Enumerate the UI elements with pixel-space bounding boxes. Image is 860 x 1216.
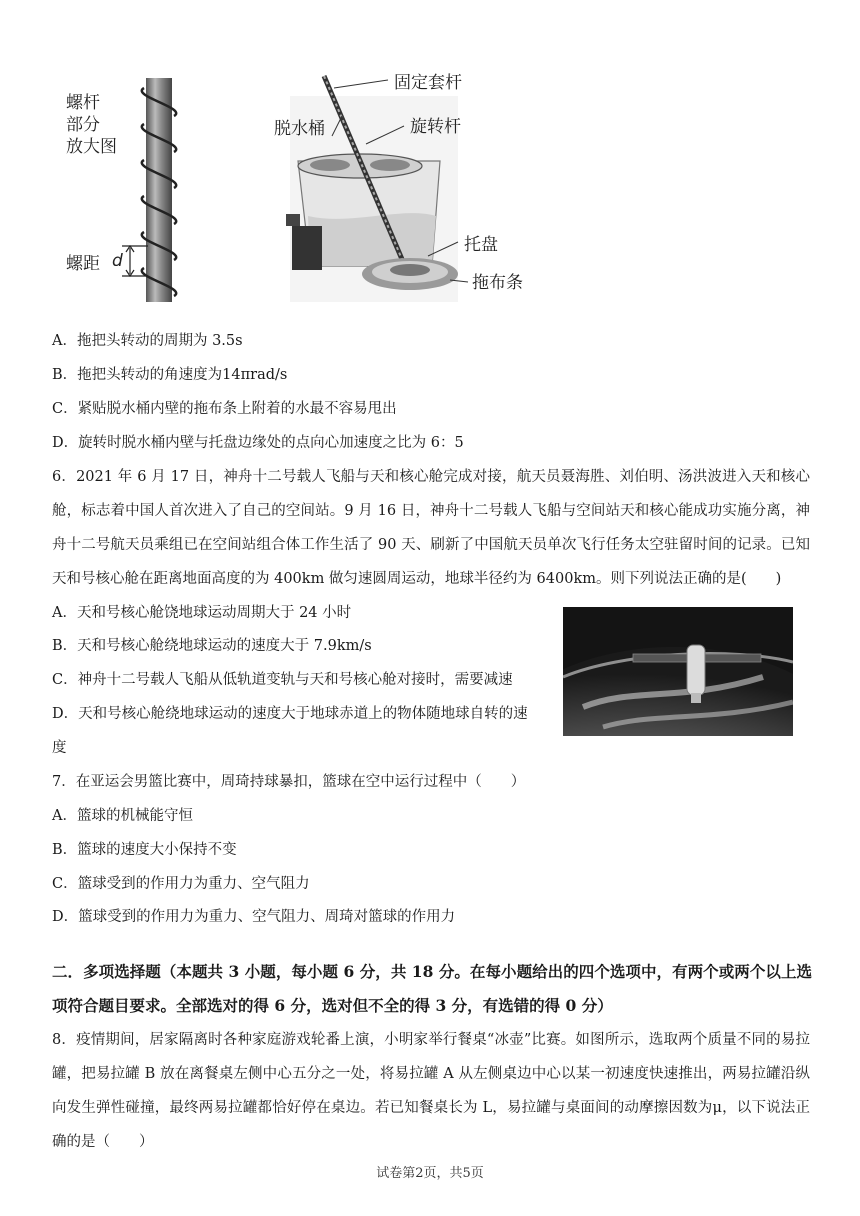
- q8-stem: 8．疫情期间，居家隔离时各种家庭游戏轮番上演，小明家举行餐桌“冰壶”比赛。如图所示，选取两个质量不同的易拉罐，把易拉罐 B 放在离餐桌左侧中心五分之一处，将易拉罐 A 从左侧桌边中心以某一初速度快速推出，两易拉罐沿纵向发生弹性碰撞，最终两易拉罐都恰好停在桌边。若已知餐桌长为 L，易拉罐与桌面间的动摩擦因数为μ，以下说法正确的是（ ）: [52, 1032, 810, 1150]
- space-station-photo: [563, 607, 793, 736]
- q7-option-c: C．篮球受到的作用力为重力、空气阻力: [52, 876, 310, 892]
- station-module: [687, 645, 705, 695]
- solar-panel-left: [633, 654, 691, 662]
- spin-mop-figure: [272, 66, 562, 306]
- q6-stem: 6．2021 年 6 月 17 日，神舟十二号载人飞船与天和核心舱完成对接，航天员聂海胜、刘伯明、汤洪波进入天和核心舱，标志着中国人首次进入了自己的空间站。9 月 16 日，神舟十二号载人飞船与空间站天和核心能成功实施分离，神舟十二号航天员乘组已在空间站组合体工作生活了 90 天、刷新了中国航天员单次飞行任务太空驻留时间的记录。已知天和号核心舱在距离地面高度的为 400km 做匀速圆周运动，地球半径约为 6400km。则下列说法正确的是( ): [52, 469, 810, 587]
- section-2-heading: 二．多项选择题（本题共 3 小题，每小题 6 分，共 18 分。在每小题给出的四个选项中，有两个或两个以上选项符合题目要求。全部选对的得 6 分，选对但不全的得 3 分，有选错的得 0 分）: [52, 962, 812, 1015]
- screw-label-line-3: 放大图: [66, 137, 117, 157]
- screw-label-line-2: 部分: [66, 115, 100, 135]
- q7-stem: 7．在亚运会男篮比赛中，周琦持球暴扣，篮球在空中运行过程中（ ）: [52, 774, 526, 790]
- q7-option-b: B．篮球的速度大小保持不变: [52, 842, 237, 858]
- q6-option-d: D．天和号核心舱绕地球运动的速度大于地球赤道上的物体随地球自转的速: [52, 706, 528, 722]
- solar-panel-right: [703, 654, 761, 662]
- q6-option-b: B．天和号核心舱绕地球运动的速度大于 7.9km/s: [52, 638, 372, 654]
- page-footer: 试卷第2页，共5页: [376, 1166, 484, 1181]
- tray-label: 托盘: [464, 235, 498, 255]
- screw-rod: [146, 78, 172, 302]
- q5-option-a: A．拖把头转动的周期为 3.5s: [52, 333, 243, 349]
- spin-bucket-label: 脱水桶: [274, 119, 325, 139]
- mop-strip-label: 拖布条: [472, 273, 523, 293]
- q6-option-d-continued: 度: [52, 740, 67, 756]
- pitch-label: 螺距: [66, 254, 100, 274]
- q5-option-c: C．紧贴脱水桶内壁的拖布条上附着的水最不容易甩出: [52, 401, 397, 417]
- q7-option-d: D．篮球受到的作用力为重力、空气阻力、周琦对篮球的作用力: [52, 909, 456, 925]
- pitch-d-label: d: [112, 251, 123, 271]
- rotating-rod-label: 旋转杆: [410, 117, 461, 137]
- q5-option-b: B．拖把头转动的角速度为14πrad/s: [52, 367, 288, 383]
- screw-figure: [60, 68, 200, 308]
- q5-option-d: D．旋转时脱水桶内壁与托盘边缘处的点向心加速度之比为 6：5: [52, 435, 464, 451]
- fixed-rod-label: 固定套杆: [394, 73, 462, 93]
- foot-pedal: [292, 226, 322, 270]
- q6-option-a: A．天和号核心舱饶地球运动周期大于 24 小时: [52, 605, 352, 621]
- q7-option-a: A．篮球的机械能守恒: [52, 808, 193, 824]
- screw-label-line-1: 螺杆: [66, 93, 100, 113]
- q6-option-c: C．神舟十二号载人飞船从低轨道变轨与天和号核心舱对接时，需要减速: [52, 672, 513, 688]
